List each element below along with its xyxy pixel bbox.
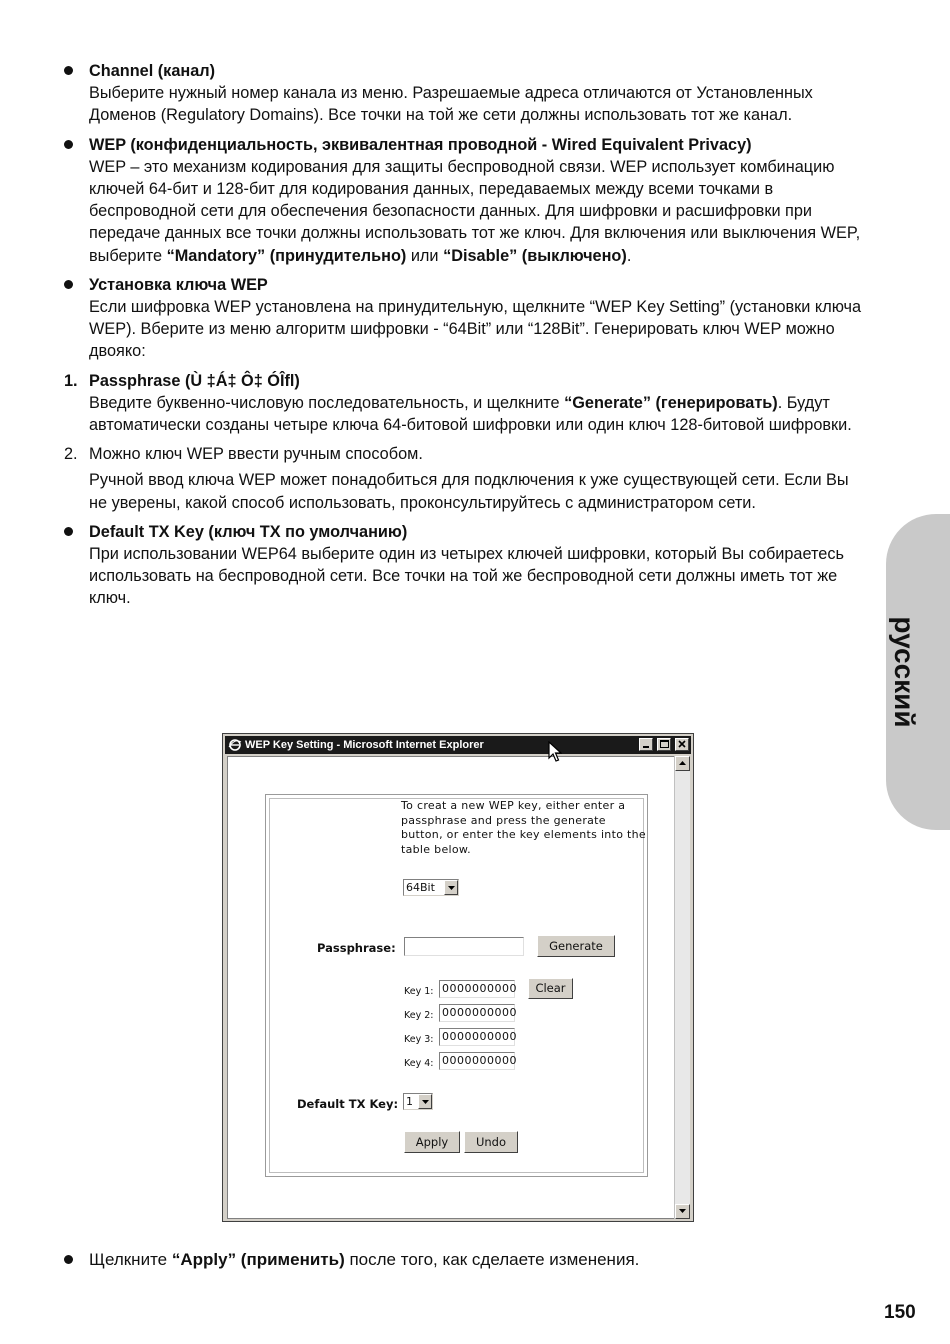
body-text: . <box>626 246 632 265</box>
section-body: Если шифровка WEP установлена на принудительную, щелкните “WEP Key Setting” (установки ключа WEP). Вберите из меню алгоритм шифровки - “64Bit” или “128Bit”. Генерировать ключ WEP можно двояко: <box>89 298 862 361</box>
final-instruction <box>64 1249 889 1271</box>
section-heading: WEP (конфиденциальность, эквивалентная проводной - Wired Equivalent Privacy) <box>89 135 752 154</box>
dropdown-button[interactable] <box>444 880 458 895</box>
minimize-icon <box>640 739 652 750</box>
item-number: 2. <box>64 445 78 464</box>
page-number: 150 <box>884 1302 916 1323</box>
default-tx-label: Default TX Key: <box>297 1097 399 1111</box>
body-text: Введите буквенно-числовую последовательность, и щелкните <box>89 393 565 412</box>
body-text: или <box>406 246 444 265</box>
scroll-down-button[interactable] <box>675 1204 690 1219</box>
key-3-label: Key 3: <box>404 1034 434 1045</box>
passphrase-label: Passphrase: <box>317 941 396 955</box>
intro-text: To creat a new WEP key, either enter a passphrase and press the generate button, or enter the key elements into the table below. <box>401 799 646 856</box>
scroll-up-button[interactable] <box>675 756 690 771</box>
generate-button[interactable]: Generate <box>537 935 615 957</box>
final-text <box>89 1249 889 1271</box>
generate-option: “Generate” (генерировать) <box>564 393 778 412</box>
close-icon <box>676 739 688 750</box>
window-titlebar <box>225 736 691 754</box>
apply-option: “Apply” (применить) <box>171 1250 345 1269</box>
window-title: WEP Key Setting - Microsoft Internet Explorer <box>245 739 484 751</box>
section-key-setup <box>64 274 864 363</box>
vertical-scrollbar[interactable] <box>674 756 690 1219</box>
page-content <box>64 60 864 617</box>
bullet <box>64 527 73 536</box>
close-button[interactable] <box>675 738 689 751</box>
section-channel <box>64 60 864 127</box>
item-number: 1. <box>64 371 78 390</box>
section-wep <box>64 134 864 267</box>
bullet <box>64 140 73 149</box>
scroll-up-icon <box>679 761 687 766</box>
bullet <box>64 66 73 75</box>
body-text: после того, как сделаете изменения. <box>344 1250 640 1269</box>
default-tx-value: 1 <box>406 1095 413 1108</box>
undo-button[interactable]: Undo <box>464 1131 518 1153</box>
key-4-input[interactable]: 0000000000 <box>439 1052 515 1070</box>
default-tx-select[interactable] <box>403 1093 433 1110</box>
mouse-cursor-icon <box>548 741 562 763</box>
chevron-down-icon <box>448 886 456 891</box>
browser-viewport <box>227 756 675 1219</box>
key-1-input[interactable]: 0000000000 <box>439 980 515 998</box>
scroll-down-icon <box>679 1209 687 1214</box>
wep-key-setting-window <box>222 733 694 1222</box>
body-text: WEP – это механизм кодирования для защиты беспроводной связи. WEP использует комбинацию ключей 64-бит и 128-бит для кодирования данных, передаваемых между всеми точками в беспроводной сети для обеспечения безопасности данных. Для шифровки и расшифровки при передаче данных все точки должны использовать тот же ключ. Для включения или выключения WEP, выберите <box>89 157 861 265</box>
key-1-label: Key 1: <box>404 986 434 997</box>
key-3-input[interactable]: 0000000000 <box>439 1028 515 1046</box>
item-body: Ручной ввод ключа WEP может понадобиться для подключения к уже существующей сети. Если Вы не уверены, какой способ использовать, проконсультируйтесь с администратором сети. <box>89 471 849 512</box>
section-default-tx <box>64 521 864 610</box>
section-heading: Установка ключа WEP <box>89 275 268 294</box>
bit-select[interactable] <box>403 879 459 896</box>
window-controls <box>638 738 689 752</box>
bullet <box>64 280 73 289</box>
body-text: Щелкните <box>89 1250 172 1269</box>
mandatory-option: “Mandatory” (принудительно) <box>166 246 407 265</box>
section-body <box>89 156 864 267</box>
numbered-item-1 <box>64 370 864 437</box>
passphrase-input[interactable] <box>404 937 524 956</box>
maximize-icon <box>658 739 670 750</box>
maximize-button[interactable] <box>657 738 671 751</box>
item-line: Можно ключ WEP ввести ручным способом. <box>89 445 423 464</box>
ie-icon <box>228 738 242 752</box>
bit-select-value: 64Bit <box>406 881 435 894</box>
minimize-button[interactable] <box>639 738 653 751</box>
key-2-input[interactable]: 0000000000 <box>439 1004 515 1022</box>
section-body: Выберите нужный номер канала из меню. Разрешаемые адреса отличаются от Установленных Доменов (Regulatory Domains). Все точки на той же сети должны использовать тот же канал. <box>89 84 813 125</box>
language-tab-text: русский <box>889 616 920 728</box>
dropdown-button[interactable] <box>418 1094 432 1109</box>
item-heading: Passphrase (Ù ‡Á‡ Ô‡ ÓÎfl) <box>89 371 300 390</box>
key-4-label: Key 4: <box>404 1058 434 1069</box>
bullet <box>64 1255 73 1264</box>
section-body: При использовании WEP64 выберите один из четырех ключей шифровки, который Вы собираетесь использовать на беспроводной сети. Все точки на той же беспроводной сети должны иметь тот же ключ. <box>89 545 844 608</box>
section-heading: Channel (канал) <box>89 62 216 80</box>
clear-button[interactable]: Clear <box>528 978 573 999</box>
section-heading: Default TX Key (ключ TX по умолчанию) <box>89 522 408 541</box>
disable-option: “Disable” (выключено) <box>443 246 627 265</box>
item-body <box>89 392 864 436</box>
body-text: . Будут автоматически созданы четыре ключа 64-битовой шифровки или один ключ 128-битовой шифровки. <box>89 393 852 435</box>
chevron-down-icon <box>422 1100 430 1105</box>
key-2-label: Key 2: <box>404 1010 434 1021</box>
apply-button[interactable]: Apply <box>404 1131 460 1153</box>
numbered-item-2 <box>64 443 864 514</box>
